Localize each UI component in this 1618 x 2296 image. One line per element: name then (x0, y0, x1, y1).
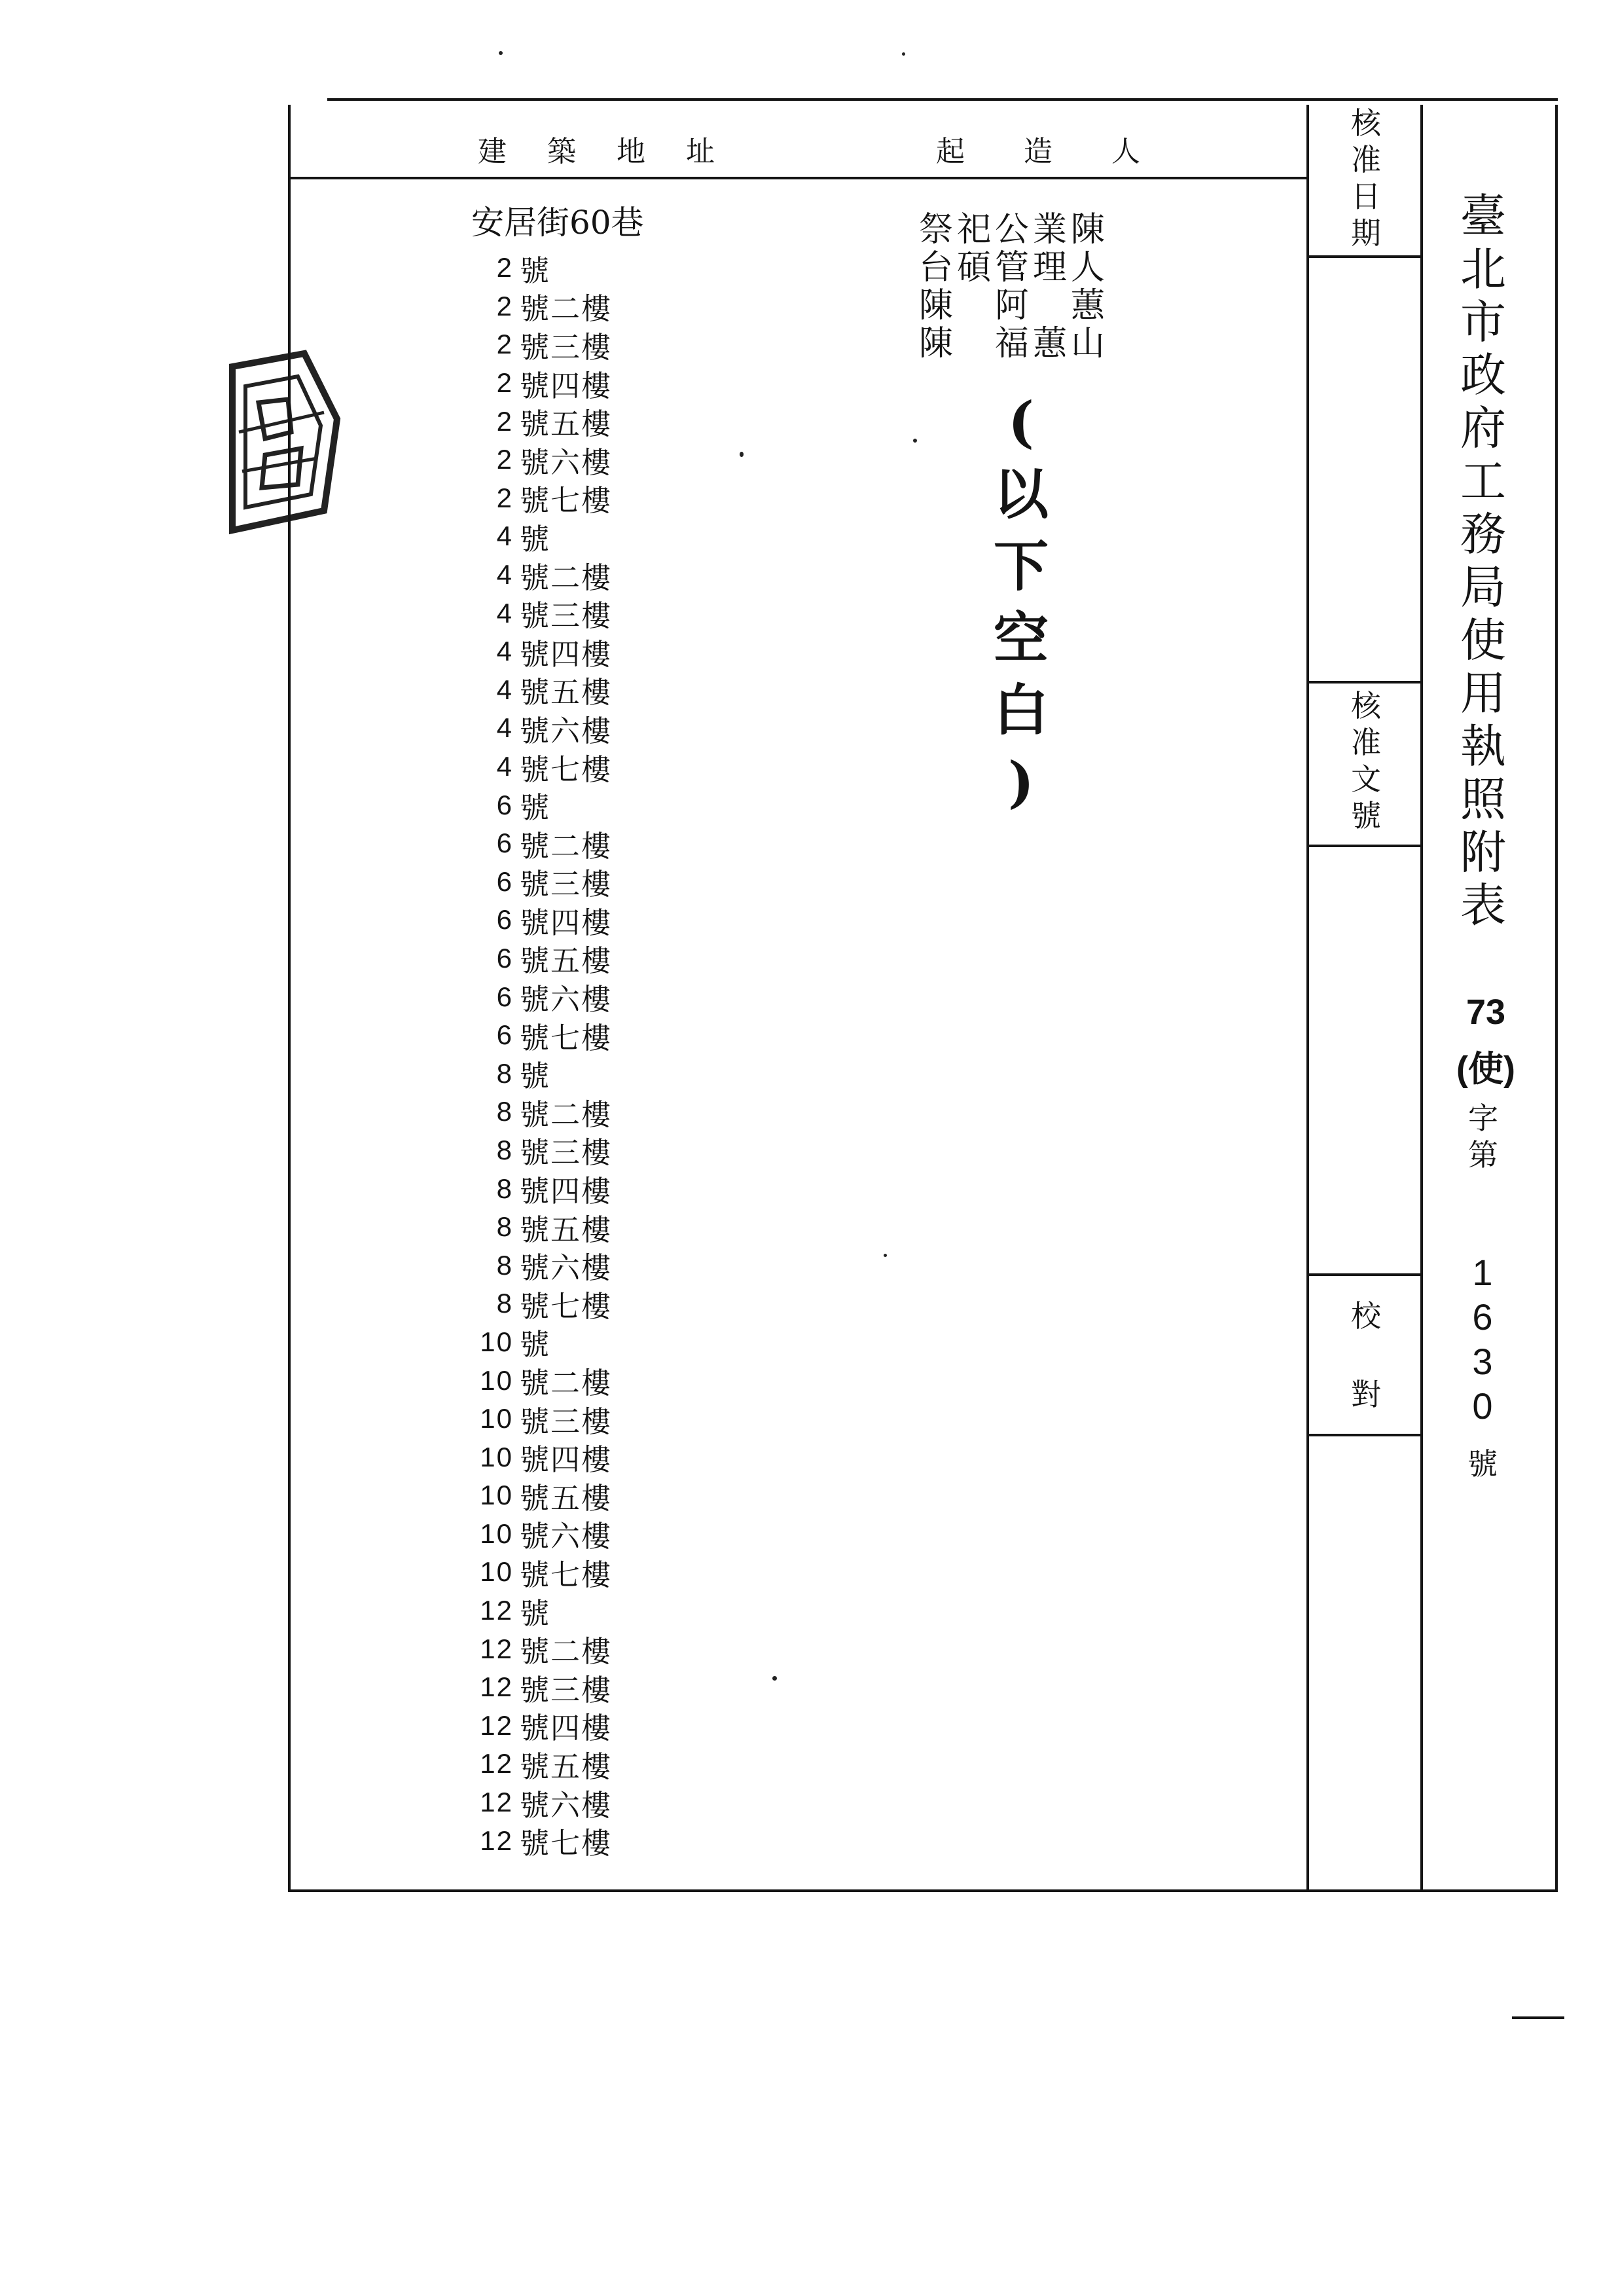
house-number: 4 (496, 751, 513, 782)
approval-doc-no-label: 核 准 文 號 (1351, 688, 1381, 833)
scan-speck (902, 52, 905, 56)
address-floor: 號七樓 (520, 752, 613, 787)
doc-number: 1 6 3 0 (1472, 1252, 1493, 1427)
house-number: 2 (496, 252, 513, 283)
check-label: 校 對 (1351, 1298, 1381, 1412)
address-row (471, 863, 687, 902)
address-street: 安居街60巷 (471, 204, 644, 242)
address-row (471, 441, 687, 479)
address-row (471, 671, 687, 710)
house-number: 6 (496, 942, 513, 974)
house-number: 12 (480, 1633, 513, 1664)
house-number: 6 (496, 828, 513, 859)
address-floor: 號六樓 (520, 1787, 613, 1823)
house-number: 6 (496, 1019, 513, 1051)
approval-date-divider (1309, 255, 1420, 258)
address-row (471, 632, 687, 671)
house-number: 8 (496, 1173, 513, 1204)
address-row (471, 1592, 687, 1630)
house-number: 4 (496, 674, 513, 705)
address-row (471, 249, 687, 287)
address-row (471, 402, 687, 441)
address-floor: 號 (520, 1327, 551, 1362)
address-row (471, 1131, 687, 1170)
house-number: 10 (480, 1364, 513, 1396)
builder-column-3: 公 管 阿 福 (994, 210, 1029, 363)
address-floor: 號三樓 (520, 1404, 613, 1439)
address-row (471, 709, 687, 748)
address-row (471, 977, 687, 1016)
address-row (471, 1208, 687, 1247)
address-floor: 號二樓 (520, 291, 613, 327)
address-row (471, 824, 687, 863)
address-row (471, 479, 687, 518)
address-row (471, 1821, 687, 1860)
house-number: 8 (496, 1096, 513, 1127)
address-floor: 號四樓 (520, 1711, 613, 1746)
address-row (471, 517, 687, 556)
address-floor: 號 (520, 790, 551, 826)
address-floor: 號三樓 (520, 1672, 613, 1707)
address-floor: 號七樓 (520, 1826, 613, 1861)
house-number: 10 (480, 1518, 513, 1549)
address-row (471, 1476, 687, 1515)
address-floor: 號六樓 (520, 1519, 613, 1554)
address-row (471, 786, 687, 824)
house-number: 6 (496, 789, 513, 820)
address-row (471, 364, 687, 403)
address-floor: 號四樓 (520, 1442, 613, 1478)
address-floor: 號二樓 (520, 1634, 613, 1669)
address-floor: 號五樓 (520, 675, 613, 710)
house-number: 12 (480, 1671, 513, 1703)
header-divider (288, 177, 1309, 179)
address-floor: 號六樓 (520, 1250, 613, 1286)
address-rows (471, 249, 687, 1860)
doc-year: 73 (1465, 993, 1506, 1032)
house-number: 8 (496, 1211, 513, 1243)
doc-zi-label: 字 第 (1468, 1101, 1498, 1173)
address-floor: 號四樓 (520, 368, 613, 403)
house-number: 10 (480, 1326, 513, 1357)
check-divider (1309, 1434, 1420, 1436)
address-floor: 號六樓 (520, 445, 613, 480)
address-row (471, 1438, 687, 1476)
frame-bottom-line (288, 1889, 1558, 1892)
check-top-line (1309, 1273, 1420, 1276)
house-number: 4 (496, 636, 513, 667)
address-row (471, 1093, 687, 1131)
house-number: 2 (496, 405, 513, 437)
address-row (471, 939, 687, 978)
house-number: 2 (496, 329, 513, 360)
frame-left-line (288, 105, 291, 1892)
address-row (471, 1668, 687, 1707)
house-number: 12 (480, 1748, 513, 1779)
house-number: 10 (480, 1403, 513, 1434)
address-floor: 號 (520, 253, 551, 288)
address-row (471, 1745, 687, 1783)
address-floor: 號五樓 (520, 1212, 613, 1247)
main-right-divider (1306, 105, 1309, 1892)
address-row (471, 287, 687, 326)
house-number: 2 (496, 444, 513, 475)
address-row (471, 1553, 687, 1592)
builder-column-5: 祭 台 陳 陳 (918, 210, 953, 363)
frame-top-line (327, 98, 1558, 101)
house-number: 8 (496, 1134, 513, 1165)
builder-column-2: 業 理 蕙 (1032, 210, 1067, 363)
house-number: 8 (496, 1249, 513, 1281)
address-floor: 號 (520, 1595, 551, 1631)
address-floor: 號二樓 (520, 828, 613, 864)
frame-right-line (1555, 105, 1558, 1892)
address-floor: 號七樓 (520, 1288, 613, 1324)
house-number: 6 (496, 866, 513, 897)
address-row (471, 1707, 687, 1745)
address-floor: 號三樓 (520, 1135, 613, 1171)
address-row (471, 1323, 687, 1362)
address-floor: 號二樓 (520, 1097, 613, 1132)
house-number: 8 (496, 1288, 513, 1319)
approval-column-divider (1420, 105, 1423, 1892)
house-number: 6 (496, 904, 513, 936)
address-row (471, 1361, 687, 1400)
address-row (471, 325, 687, 364)
house-number: 4 (496, 559, 513, 591)
house-number: 2 (496, 290, 513, 321)
approval-date-bottom (1309, 681, 1420, 683)
address-floor: 號七樓 (520, 483, 613, 519)
address-floor: 號五樓 (520, 1480, 613, 1516)
address-floor: 號三樓 (520, 598, 613, 634)
address-floor: 號五樓 (520, 1749, 613, 1784)
address-row (471, 1169, 687, 1208)
address-row (471, 594, 687, 632)
address-header: 建築地址 (478, 135, 755, 168)
house-number: 10 (480, 1480, 513, 1511)
address-floor: 號四樓 (520, 905, 613, 940)
address-row (471, 556, 687, 594)
address-row (471, 748, 687, 786)
address-row (471, 1246, 687, 1285)
address-floor: 號 (520, 1059, 551, 1094)
doc-hao-label: 號 (1467, 1446, 1498, 1482)
address-floor: 號七樓 (520, 1557, 613, 1592)
document-title: 臺 北 市 政 府 工 務 局 使 用 執 照 附 表 (1460, 189, 1506, 932)
building-address-list (471, 196, 687, 1860)
address-floor: 號二樓 (520, 560, 613, 595)
doc-no-divider (1309, 845, 1420, 847)
address-floor: 號三樓 (520, 329, 613, 365)
house-number: 10 (480, 1441, 513, 1472)
address-row (471, 1054, 687, 1093)
address-row (471, 1285, 687, 1323)
doc-word: (使) (1456, 1049, 1515, 1089)
house-number: 10 (480, 1556, 513, 1588)
address-row (471, 1783, 687, 1822)
address-floor: 號三樓 (520, 867, 613, 902)
address-floor: 號六樓 (520, 982, 613, 1017)
address-floor: 號二樓 (520, 1366, 613, 1401)
address-row (471, 1400, 687, 1438)
house-number: 12 (480, 1595, 513, 1626)
house-number: 8 (496, 1057, 513, 1089)
scan-speck (499, 51, 503, 55)
address-floor: 號 (520, 521, 551, 556)
address-floor: 號七樓 (520, 1020, 613, 1055)
address-floor: 號四樓 (520, 1174, 613, 1209)
address-floor: 號五樓 (520, 943, 613, 979)
house-number: 12 (480, 1787, 513, 1818)
house-number: 2 (496, 482, 513, 513)
address-floor: 號五樓 (520, 407, 613, 442)
address-floor: 號四樓 (520, 636, 613, 672)
address-row (471, 1630, 687, 1668)
builder-column-4: 祀 碩 (956, 210, 991, 287)
address-row (471, 1016, 687, 1055)
house-number: 6 (496, 981, 513, 1012)
house-number: 4 (496, 597, 513, 629)
address-row (471, 1515, 687, 1554)
house-number: 4 (496, 712, 513, 744)
house-number: 12 (480, 1709, 513, 1741)
house-number: 4 (496, 520, 513, 552)
address-row (471, 901, 687, 939)
builder-header: 起造人 (936, 135, 1199, 168)
scan-mark (1512, 2016, 1564, 2019)
address-floor: 號六樓 (520, 713, 613, 748)
builder-column-1: 陳 人 蕙 山 (1070, 210, 1105, 363)
blank-below-note: ( 以 下 空 白 ) (993, 390, 1049, 814)
house-number: 2 (496, 367, 513, 399)
approval-date-label: 核 准 日 期 (1351, 105, 1381, 251)
house-number: 12 (480, 1825, 513, 1856)
